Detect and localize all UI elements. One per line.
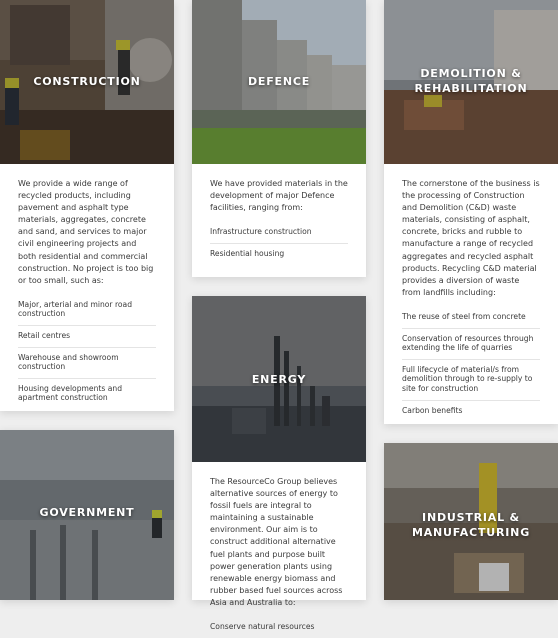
card-government	[0, 430, 174, 600]
construction-intro: We provide a wide range of recycled products, including pavement and asphalt type materials, aggregates, concrete and sand, and services to major civil engineering projects and both residential and commercial construction. No project is too big or too small, such as:	[18, 179, 154, 285]
list-item: Conserve natural resources	[210, 622, 315, 632]
energy-body	[192, 462, 366, 638]
defence-intro: We have provided materials in the development of major Defence facilities, ranging from:	[210, 179, 348, 213]
list-item: Major, arterial and minor road construction	[18, 295, 156, 326]
demolition-hero-image[interactable]	[384, 0, 558, 164]
card-industrial	[384, 443, 558, 600]
demolition-intro: The cornerstone of the business is the processing of Construction and Demolition (C&D) waste materials, consisting of asphalt, concrete, bricks and rubble to manufacture a range of recycled aggregates and recycled asphalt products. Recycling C&D material provides a diversion of waste from landfills including:	[402, 179, 540, 297]
list-item: Retail centres	[18, 326, 156, 348]
energy-title: ENERGY	[251, 373, 307, 386]
card-defence	[192, 0, 366, 277]
government-hero-image[interactable]	[0, 430, 174, 600]
list-item: Residential housing	[210, 248, 285, 258]
list-item: The reuse of steel from concrete	[402, 307, 540, 329]
list-item: Conservation of resources through extending the life of quarries	[402, 329, 540, 360]
card-demolition	[384, 0, 558, 424]
card-construction	[0, 0, 174, 411]
industrial-title: INDUSTRIAL & MANUFACTURING	[411, 511, 531, 539]
energy-intro: The ResourceCo Group believes alternative sources of energy to fossil fuels are integral to maintaining a sustainable environment. Our aim is to construct additional alternative fuel plants and purpose built power generation plants using renewable energy biomass and rubber based fuel sources across Asia and Australia to:	[210, 477, 343, 607]
defence-list	[210, 222, 348, 264]
list-item: Infrastructure construction	[210, 222, 348, 244]
defence-hero-image[interactable]	[192, 0, 366, 164]
energy-hero-image[interactable]	[192, 296, 366, 462]
government-title: GOVERNMENT	[39, 506, 135, 519]
construction-hero-image[interactable]	[0, 0, 174, 164]
construction-list	[18, 295, 156, 409]
demolition-title: DEMOLITION & REHABILITATION	[414, 67, 528, 95]
list-item: Warehouse and showroom construction	[18, 348, 156, 379]
defence-title: DEFENCE	[247, 75, 311, 88]
energy-list	[210, 617, 348, 638]
list-item: Housing developments and apartment construction	[18, 383, 123, 403]
list-item: Carbon benefits	[402, 405, 463, 415]
construction-title: CONSTRUCTION	[33, 75, 141, 88]
construction-body	[0, 164, 174, 409]
industrial-hero-image[interactable]	[384, 443, 558, 600]
demolition-list	[402, 307, 540, 421]
card-energy	[192, 296, 366, 632]
defence-body	[192, 164, 366, 264]
list-item: Full lifecycle of material/s from demolition through to re-supply to site for construction	[402, 360, 540, 401]
demolition-body	[384, 164, 558, 421]
